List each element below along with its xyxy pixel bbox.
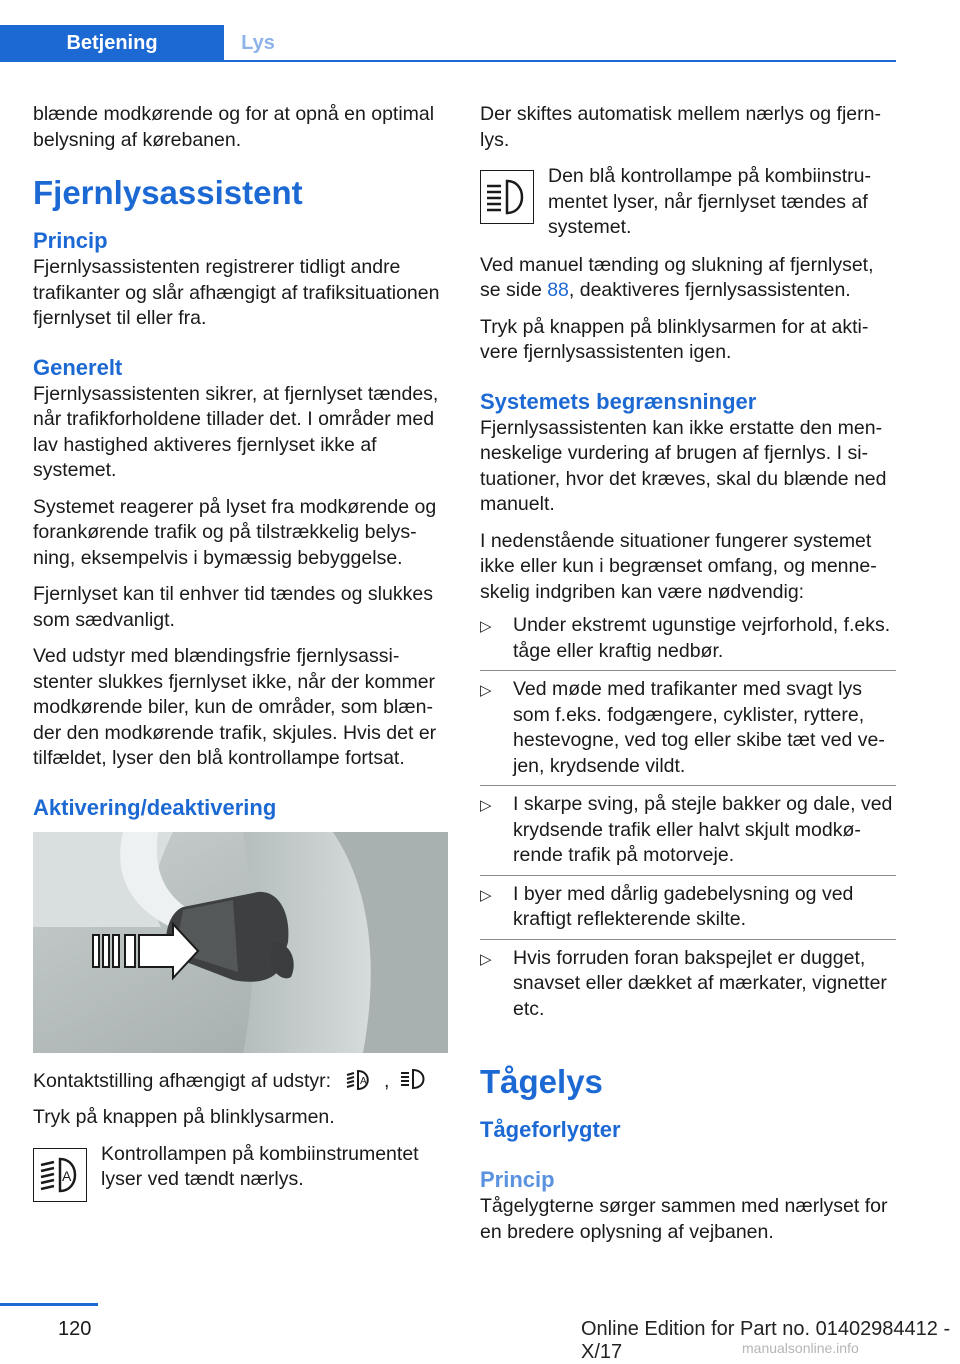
left-lamp-text: Kontrollampen på kombiinstrumentet lyser ved tændt nærlys. bbox=[101, 1142, 419, 1190]
page-number-rule bbox=[0, 1303, 98, 1306]
subheading-begraensninger: Systemets begrænsninger bbox=[480, 388, 757, 414]
subheading-aktivering: Aktivering/deaktivering bbox=[33, 794, 277, 820]
left-tryk-text: Tryk på knappen på blinklysarmen. bbox=[33, 1106, 335, 1128]
kontakt-separator: , bbox=[383, 1069, 390, 1092]
list-item-text: Under ekstremt ugunstige vejrforhold, f.eks. tåge eller kraftig nedbør. bbox=[513, 614, 891, 662]
auto-headlight-icon bbox=[345, 1067, 375, 1091]
list-item-text: Hvis forruden foran bakspejlet er dugget, snavset eller dækket af mærkater, vignetter etc. bbox=[513, 946, 887, 1020]
limitation-list bbox=[480, 607, 896, 1028]
svg-text:A: A bbox=[359, 1075, 367, 1087]
page-link-88[interactable]: 88 bbox=[547, 279, 569, 301]
begr-p1: Fjernlysassistenten kan ikke erstatte den menneskelige vurdering af brugen af fjernlys. I situationer, hvor det kræves, skal du blænde ned manuelt. bbox=[480, 416, 887, 515]
subheading-princip-2: Princip bbox=[480, 1167, 555, 1192]
list-item bbox=[480, 786, 896, 876]
section-title-tagelys: Tågelys bbox=[480, 1063, 603, 1100]
section-title-fjernlysassistent: Fjernlysassistent bbox=[33, 174, 303, 211]
manuel-before: Ved manuel tænding og slukning af fjernlyset, se side bbox=[480, 253, 874, 301]
svg-text:A: A bbox=[62, 1167, 72, 1184]
subheading-generelt: Generelt bbox=[33, 354, 123, 380]
list-item-text: Ved møde med trafikanter med svagt lys som f.eks. fodgængere, cyklister, ryttere, hestevogne, ved tog eller skibe tæt ved vejen, krydsende vildt. bbox=[513, 678, 885, 777]
bullet-marker: ▷ bbox=[480, 618, 492, 635]
right-intro: Der skiftes automatisk mellem nærlys og fjernlys. bbox=[480, 103, 881, 151]
footer-watermark: manualsonline.info bbox=[742, 1340, 859, 1356]
list-item bbox=[480, 876, 896, 940]
high-beam-indicator-icon bbox=[480, 170, 534, 224]
left-intro: blænde modkørende og for at opnå en optimal belysning af kørebanen. bbox=[33, 103, 435, 151]
list-item bbox=[480, 607, 896, 671]
right-princip-text: Tågelygterne sørger sammen med nærlyset for en bredere oplysning af vejbanen. bbox=[480, 1195, 888, 1243]
kontakt-line bbox=[33, 1067, 449, 1095]
low-beam-indicator-icon bbox=[33, 1148, 87, 1202]
manuel-after: , deaktiveres fjernlysassistenten. bbox=[568, 279, 851, 301]
princip-text: Fjernlysassistenten registrerer tidligt andre trafikanter og slår afhængigt af trafiksituationen fjernlyset til eller fra. bbox=[33, 256, 440, 329]
right-tryk-text: Tryk på knappen på blinklysarmen for at aktivere fjernlysassistenten igen. bbox=[480, 315, 869, 363]
list-item bbox=[480, 671, 896, 786]
generelt-p4: Ved udstyr med blændingsfrie fjernlysassistenter slukkes fjernlyset ikke, når der kommer modkørende biler, kun de områder, som blænder den modkørende trafik, skjules. Hvis det er tilfældet, lyser den blå kontrollampe fortsat. bbox=[33, 645, 437, 769]
right-lamp-text: Den blå kontrollampe på kombiinstrumentet lyser, når fjernlyset tændes af systemet. bbox=[548, 165, 871, 238]
subheading-princip: Princip bbox=[33, 228, 108, 253]
turn-signal-lever-image bbox=[33, 832, 448, 1053]
list-item bbox=[480, 940, 896, 1029]
header-divider bbox=[0, 60, 896, 62]
list-item-text: I skarpe sving, på stejle bakker og dale, ved krydsende trafik eller halvt skjult modkørende trafik på motorveje. bbox=[513, 793, 893, 866]
subheading-tageforlygter: Tågeforlygter bbox=[480, 1117, 621, 1142]
header-tab-lys[interactable]: Lys bbox=[241, 32, 275, 54]
right-column bbox=[480, 102, 896, 1256]
bullet-marker: ▷ bbox=[480, 886, 492, 904]
high-beam-assist-icon bbox=[399, 1067, 429, 1091]
bullet-marker: ▷ bbox=[480, 950, 492, 968]
header-tab-betjening[interactable]: Betjening bbox=[0, 25, 224, 62]
bullet-marker: ▷ bbox=[480, 682, 492, 699]
kontakt-text: Kontaktstilling afhængigt af udstyr: bbox=[33, 1069, 332, 1092]
list-item-text: I byer med dårlig gadebelysning og ved kraftigt reflekterende skilte. bbox=[513, 882, 854, 930]
left-column bbox=[33, 102, 449, 1214]
generelt-p2: Systemet reagerer på lyset fra modkørende og forankørende trafik og på tilstrækkelig belysning, eksempelvis i bymæssig bebyggelse. bbox=[33, 495, 437, 569]
generelt-p3: Fjernlyset kan til enhver tid tændes og slukkes som sædvanligt. bbox=[33, 583, 433, 631]
bullet-marker: ▷ bbox=[480, 797, 492, 814]
generelt-p1: Fjernlysassistenten sikrer, at fjernlyset tændes, når trafikforholdene tillader det. I områder med lav hastighed aktiveres fjernlyset ikke af systemet. bbox=[33, 382, 439, 481]
manuel-text bbox=[480, 253, 896, 304]
page-number: 120 bbox=[58, 1318, 92, 1340]
footer-edition: Online Edition for Part no. 01402984412 - X/17 bbox=[581, 1318, 951, 1363]
begr-p2: I nedenstående situationer fungerer systemet ikke eller kun i begrænset omfang, og menneskelig indgriben kan være nødvendig: bbox=[480, 529, 877, 603]
